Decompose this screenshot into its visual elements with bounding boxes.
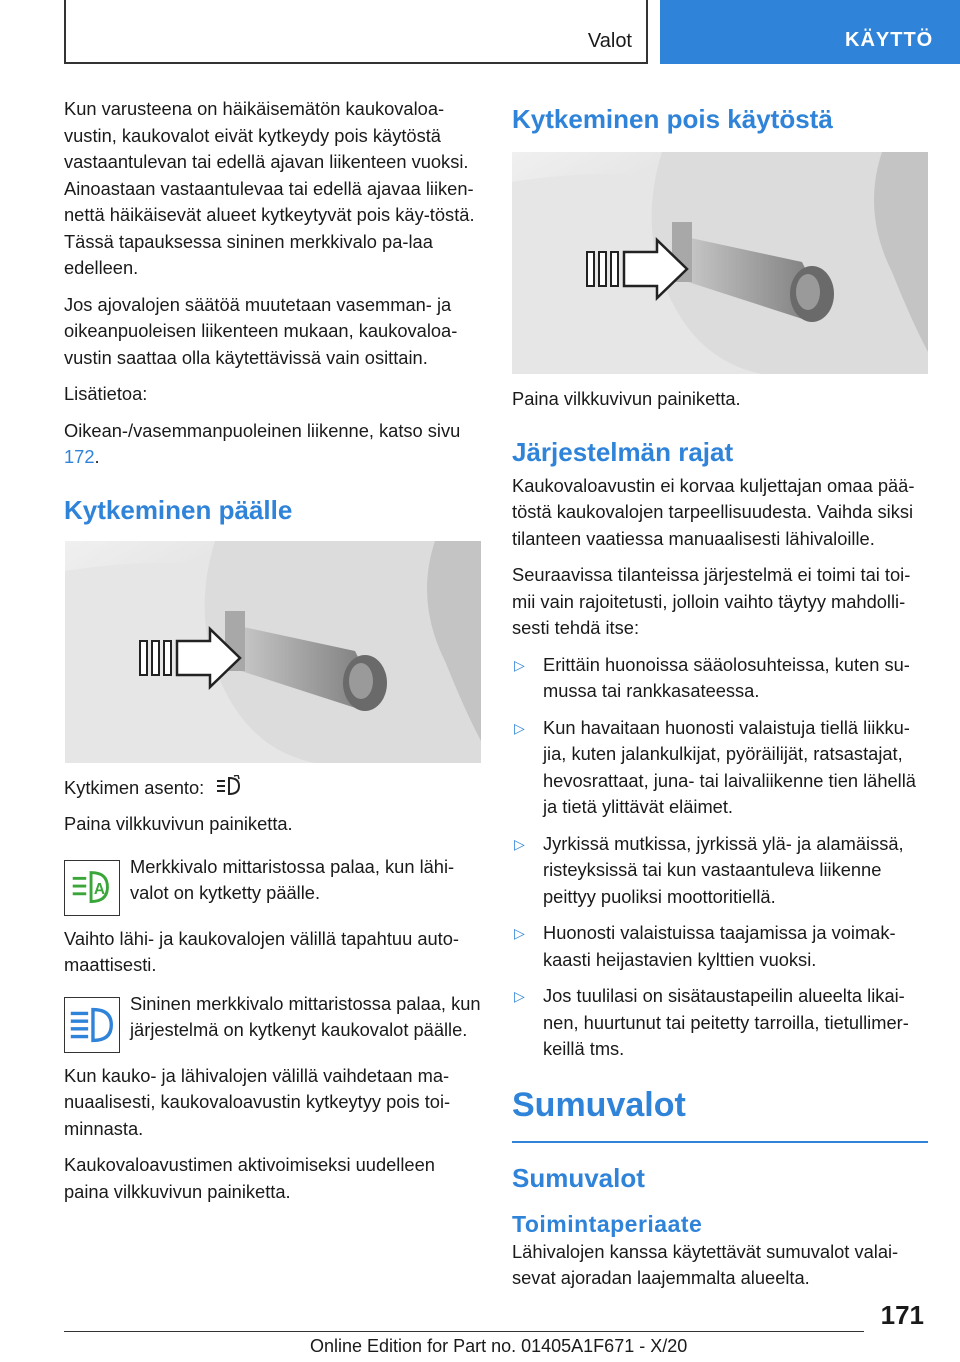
list-item: ▷ Huonosti valaistuissa taajamissa ja voimak-kaasti heijastavien kylttien vuoksi. [512, 920, 928, 973]
paragraph-reactivate: Kaukovaloavustimen aktivoimiseksi uudelleen paina vilkkuvivun painiketta. [64, 1154, 435, 1202]
limits-list [512, 652, 928, 1063]
heading-switch-on: Kytkeminen päälle [64, 494, 293, 525]
triangle-bullet-icon: ▷ [514, 988, 525, 1004]
triangle-bullet-icon: ▷ [514, 835, 525, 852]
paragraph-antidazzle: Kun varusteena on häikäisemätön kaukovaloa-vustin, kaukovalot eivät kytkeydy pois käytöstä vastaantulevan tai edellä ajavan liikenteen vuoksi. Ainoastaan vastaantulevaa tai edellä ajavaa liiken-nettä häikäisevät alueet kytkeytyvät pois käy-töstä. Tässä tapauksessa sininen merkkivalo pa-laa edelleen. [64, 98, 475, 278]
paragraph-traffic-change: Jos ajovalojen säätöä muutetaan vasemman- ja oikeanpuoleisen liikenteen mukaan, kaukovaloa-vustin saattaa olla käytettävissä vain osittain. [64, 293, 458, 368]
svg-text:A: A [93, 880, 106, 898]
list-item: ▷ Erittäin huonoissa sääolosuhteissa, kuten su-mussa tai rankkasateessa. [512, 652, 928, 705]
limits-paragraph-1: Kaukovaloavustin ei korvaa kuljettajan omaa pää-töstä kaukovalojen tarpeellisuudesta. Vaihda siksi tilanteen vaatiessa manuaalisesti lähivaloille. [512, 474, 915, 549]
triangle-bullet-icon: ▷ [514, 719, 525, 736]
cross-reference: Oikean-/vasemmanpuoleinen liikenne, katso sivu 172. [64, 419, 461, 467]
paragraph-auto-switch: Vaihto lähi- ja kaukovalojen välillä tapahtuu auto-maattisesti. [64, 927, 459, 975]
list-item: ▷ Jos tuulilasi on sisätaustapeilin alueelta likai-nen, huurtunut tai peitetty tarroilla, tietullimer-keillä tms. [512, 983, 928, 1063]
triangle-bullet-icon: ▷ [514, 925, 525, 941]
header-section-box [64, 0, 648, 64]
section-divider [512, 1141, 928, 1143]
triangle-bullet-icon: ▷ [514, 656, 525, 673]
note-blue-indicator [64, 991, 482, 1053]
right-column [512, 96, 928, 1302]
high-beam-assist-icon [215, 775, 245, 797]
limits-paragraph-2: Seuraavissa tilanteissa järjestelmä ei toimi tai toi-mii vain rajoitetusti, jolloin vaihto täytyy mahdolli-sesti tehdä itse: [512, 564, 911, 638]
principle-paragraph: Lähivalojen kanssa käytettävät sumuvalot valai-sevat ajoradan laajemmalta alueelta. [512, 1240, 899, 1288]
stalk-photo-on [64, 541, 482, 763]
chapter-title: KÄYTTÖ [845, 29, 934, 51]
header-chapter-tab [660, 0, 960, 64]
note-green-indicator [64, 854, 482, 916]
more-info-label: Lisätietoa: [64, 383, 148, 404]
footer-edition: Online Edition for Part no. 01405A1F671 - X/20 [310, 1336, 688, 1356]
heading-system-limits: Järjestelmän rajat [512, 436, 734, 467]
press-button-off: Paina vilkkuvivun painiketta. [512, 388, 741, 409]
blue-high-beam-icon [64, 997, 120, 1053]
heading-switch-off: Kytkeminen pois käytöstä [512, 104, 833, 134]
green-indicator-icon [64, 860, 120, 916]
footer-divider [64, 1331, 864, 1332]
stalk-photo-off [512, 152, 928, 374]
list-item: ▷ Jyrkissä mutkissa, jyrkissä ylä- ja alamäissä, risteyksissä tai kun vastaantuleva liikenne peittyy puoliksi moottoritiellä. [512, 831, 928, 911]
paragraph-manual-switch: Kun kauko- ja lähivalojen välillä vaihdetaan ma-nuaalisesti, kaukovaloavustin kytkeytyy pois toi-minnasta. [64, 1064, 451, 1139]
page-number: 171 [880, 1300, 924, 1330]
left-column [64, 96, 482, 1215]
switch-position: Kytkimen asento: [64, 775, 482, 802]
section-title: Valot [587, 30, 632, 52]
note-blue-text: Sininen merkkivalo mittaristossa palaa, kun järjestelmä on kytkenyt kaukovalot päälle. [130, 992, 481, 1040]
list-item: ▷ Kun havaitaan huonosti valaistuja tiellä liikku-jia, kuten jalankulkijat, pyöräilijät, ratsastajat, hevosrattaat, juna- tai laivaliikenne tien lähellä ja tietä ylittävät eläimet. [512, 715, 928, 821]
press-button-on: Paina vilkkuvivun painiketta. [64, 813, 293, 834]
heading-fog-lights-main: Sumuvalot [512, 1085, 686, 1124]
note-green-text: Merkkivalo mittaristossa palaa, kun lähi-valot on kytketty päälle. [130, 855, 455, 903]
heading-fog-lights-sub: Sumuvalot [512, 1162, 645, 1193]
page-link[interactable]: 172 [64, 446, 95, 467]
heading-principle: Toimintaperiaate [512, 1210, 703, 1237]
